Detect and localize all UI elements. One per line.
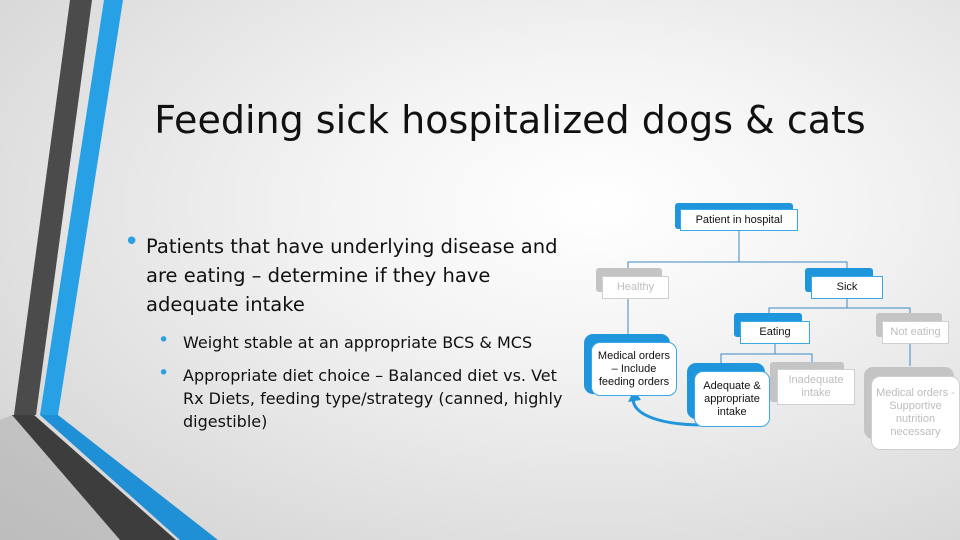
node-adequate-intake: Adequate & appropriate intake <box>694 371 770 427</box>
bullet-dot-icon: • <box>158 362 170 384</box>
node-inadequate-intake: Inadequate intake <box>777 369 855 405</box>
sub-bullet-text: Appropriate diet choice – Balanced diet vs. Vet Rx Diets, feeding type/strategy (canned, highly digestible) <box>183 366 563 431</box>
node-eating: Eating <box>740 321 810 344</box>
sub-bullet-text: Weight stable at an appropriate BCS & MCS <box>183 333 533 352</box>
node-patient-in-hospital: Patient in hospital <box>680 209 798 231</box>
bullet-dot-icon: • <box>158 329 170 351</box>
node-sick: Sick <box>811 276 883 299</box>
node-not-eating: Not eating <box>882 321 949 344</box>
bullet-main-text: Patients that have underlying disease and are eating – determine if they have adequate intake <box>146 235 558 316</box>
node-healthy: Healthy <box>602 276 669 299</box>
slide-title: Feeding sick hospitalized dogs & cats <box>154 98 866 142</box>
node-medical-orders-feeding: Medical orders – Include feeding orders <box>591 342 677 396</box>
node-medical-orders-supportive: Medical orders - Supportive nutrition necessary <box>871 376 960 450</box>
bullet-dot-icon: • <box>124 227 140 257</box>
